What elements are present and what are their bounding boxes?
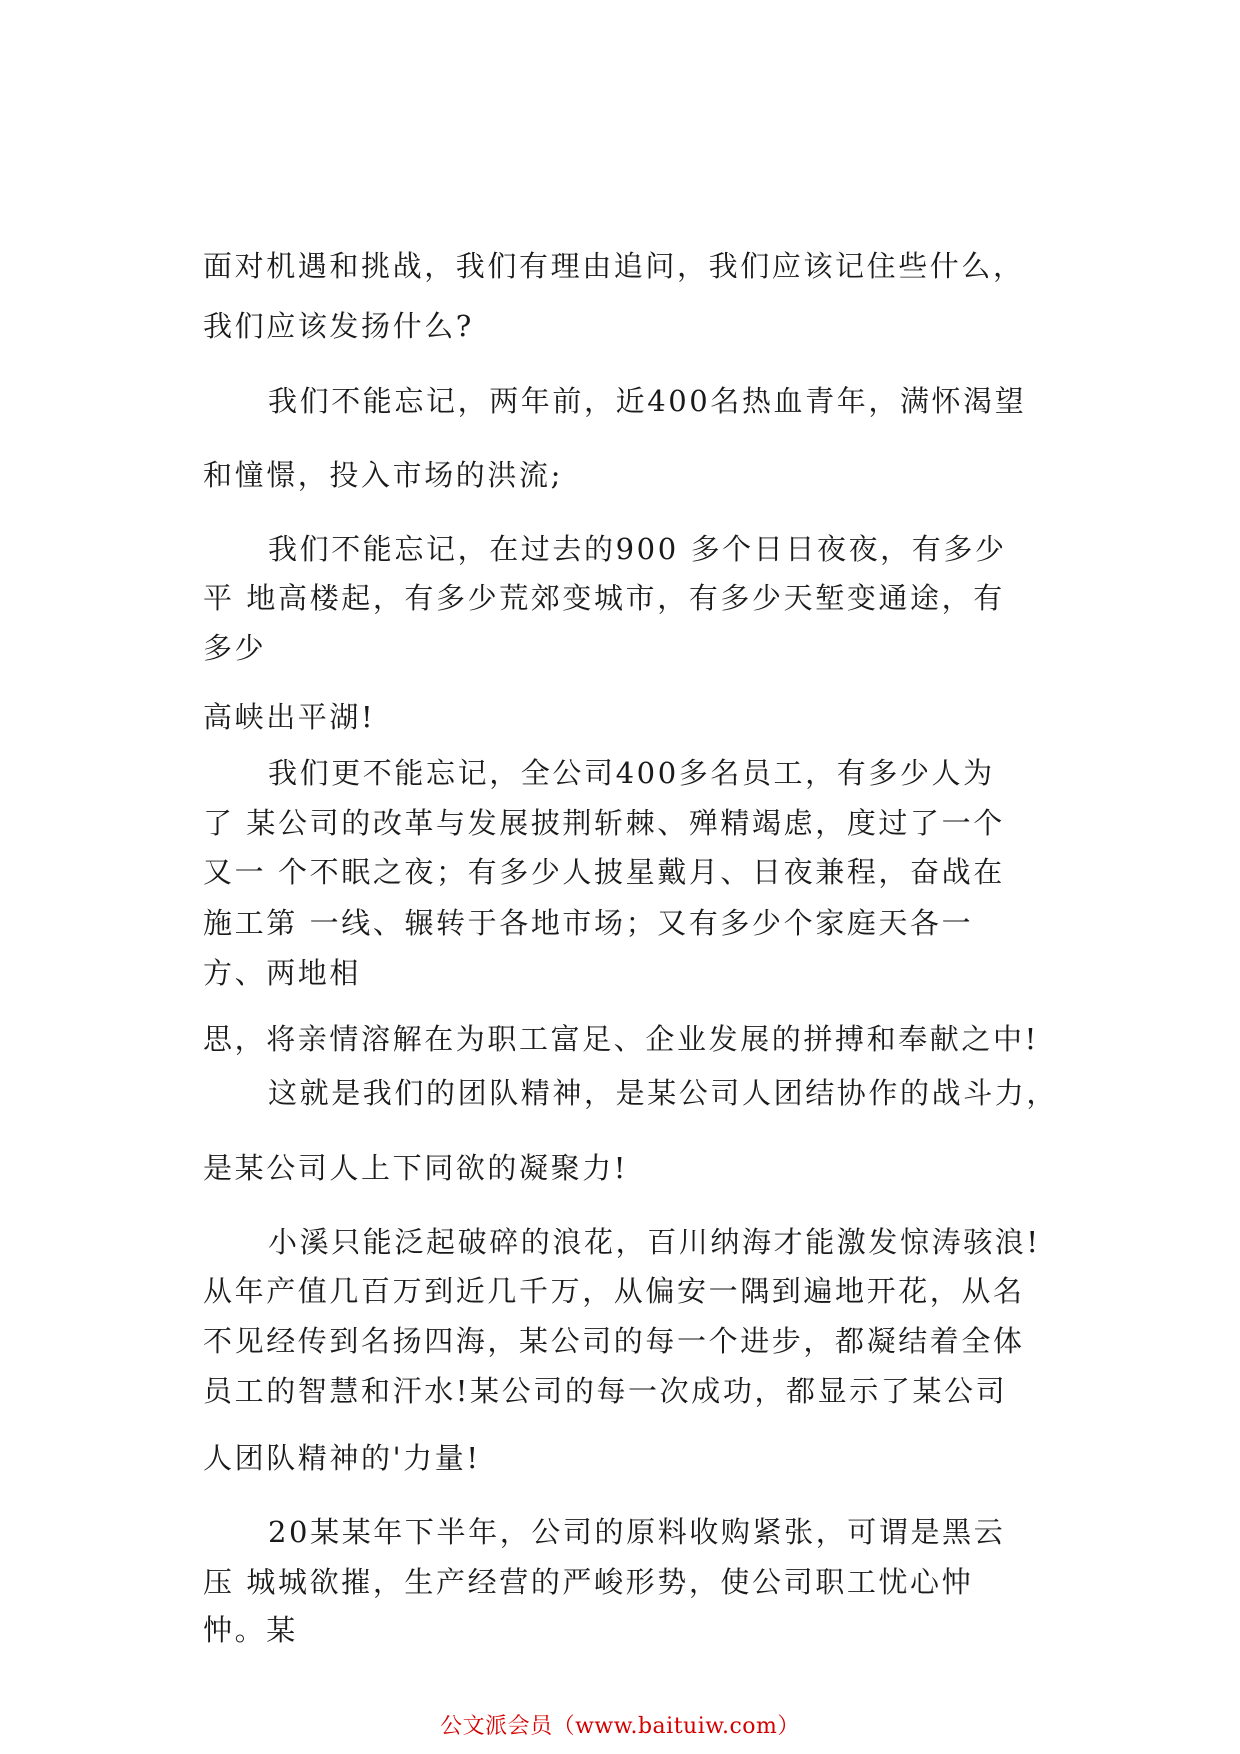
text-line: 施工第 一线、辗转于各地市场；又有多少个家庭天各一 <box>203 906 974 940</box>
text-line: 面对机遇和挑战，我们有理由追问，我们应该记住些什么， <box>203 249 1025 283</box>
text-line: 了 某公司的改革与发展披荆斩棘、殚精竭虑，度过了一个 <box>203 806 1005 840</box>
text-line: 方、两地相 <box>203 956 362 990</box>
text-line: 从年产值几百万到近几千万，从偏安一隅到遍地开花，从名 <box>203 1274 1025 1308</box>
text-line: 是某公司人上下同欲的凝聚力! <box>203 1151 629 1185</box>
text-line: 又一 个不眠之夜；有多少人披星戴月、日夜兼程，奋战在 <box>203 855 1005 889</box>
text-line: 员工的智慧和汗水!某公司的每一次成功，都显示了某公司 <box>203 1374 1008 1408</box>
text-line: 和憧憬，投入市场的洪流; <box>203 458 563 492</box>
text-line: 这就是我们的团队精神，是某公司人团结协作的战斗力， <box>268 1076 1059 1110</box>
text-line: 高峡出平湖! <box>203 700 376 734</box>
text-line: 忡。某 <box>203 1613 298 1647</box>
text-line: 我们更不能忘记，全公司400多名员工，有多少人为 <box>268 756 995 790</box>
text-line: 压 城城欲摧，生产经营的严峻形势，使公司职工忧心忡 <box>203 1565 974 1599</box>
text-line: 小溪只能泛起破碎的浪花，百川纳海才能激发惊涛骇浪! <box>268 1225 1041 1259</box>
text-line: 我们应该发扬什么? <box>203 309 474 343</box>
text-line: 多少 <box>203 631 267 665</box>
footer-watermark: 公文派会员（www.baituiw.com） <box>440 1714 800 1739</box>
text-line: 我们不能忘记，在过去的900 多个日日夜夜，有多少 <box>268 532 1007 566</box>
text-line: 思，将亲情溶解在为职工富足、企业发展的拼搏和奉献之中! <box>203 1022 1039 1056</box>
text-line: 人团队精神的'力量! <box>203 1441 481 1475</box>
text-line: 我们不能忘记，两年前，近400名热血青年，满怀渴望 <box>268 384 1027 418</box>
text-line: 不见经传到名扬四海，某公司的每一个进步，都凝结着全体 <box>203 1324 1025 1358</box>
text-line: 20某某年下半年，公司的原料收购紧张，可谓是黑云 <box>268 1515 1006 1549</box>
text-line: 平 地高楼起，有多少荒郊变城市，有多少天堑变通途，有 <box>203 581 1005 615</box>
